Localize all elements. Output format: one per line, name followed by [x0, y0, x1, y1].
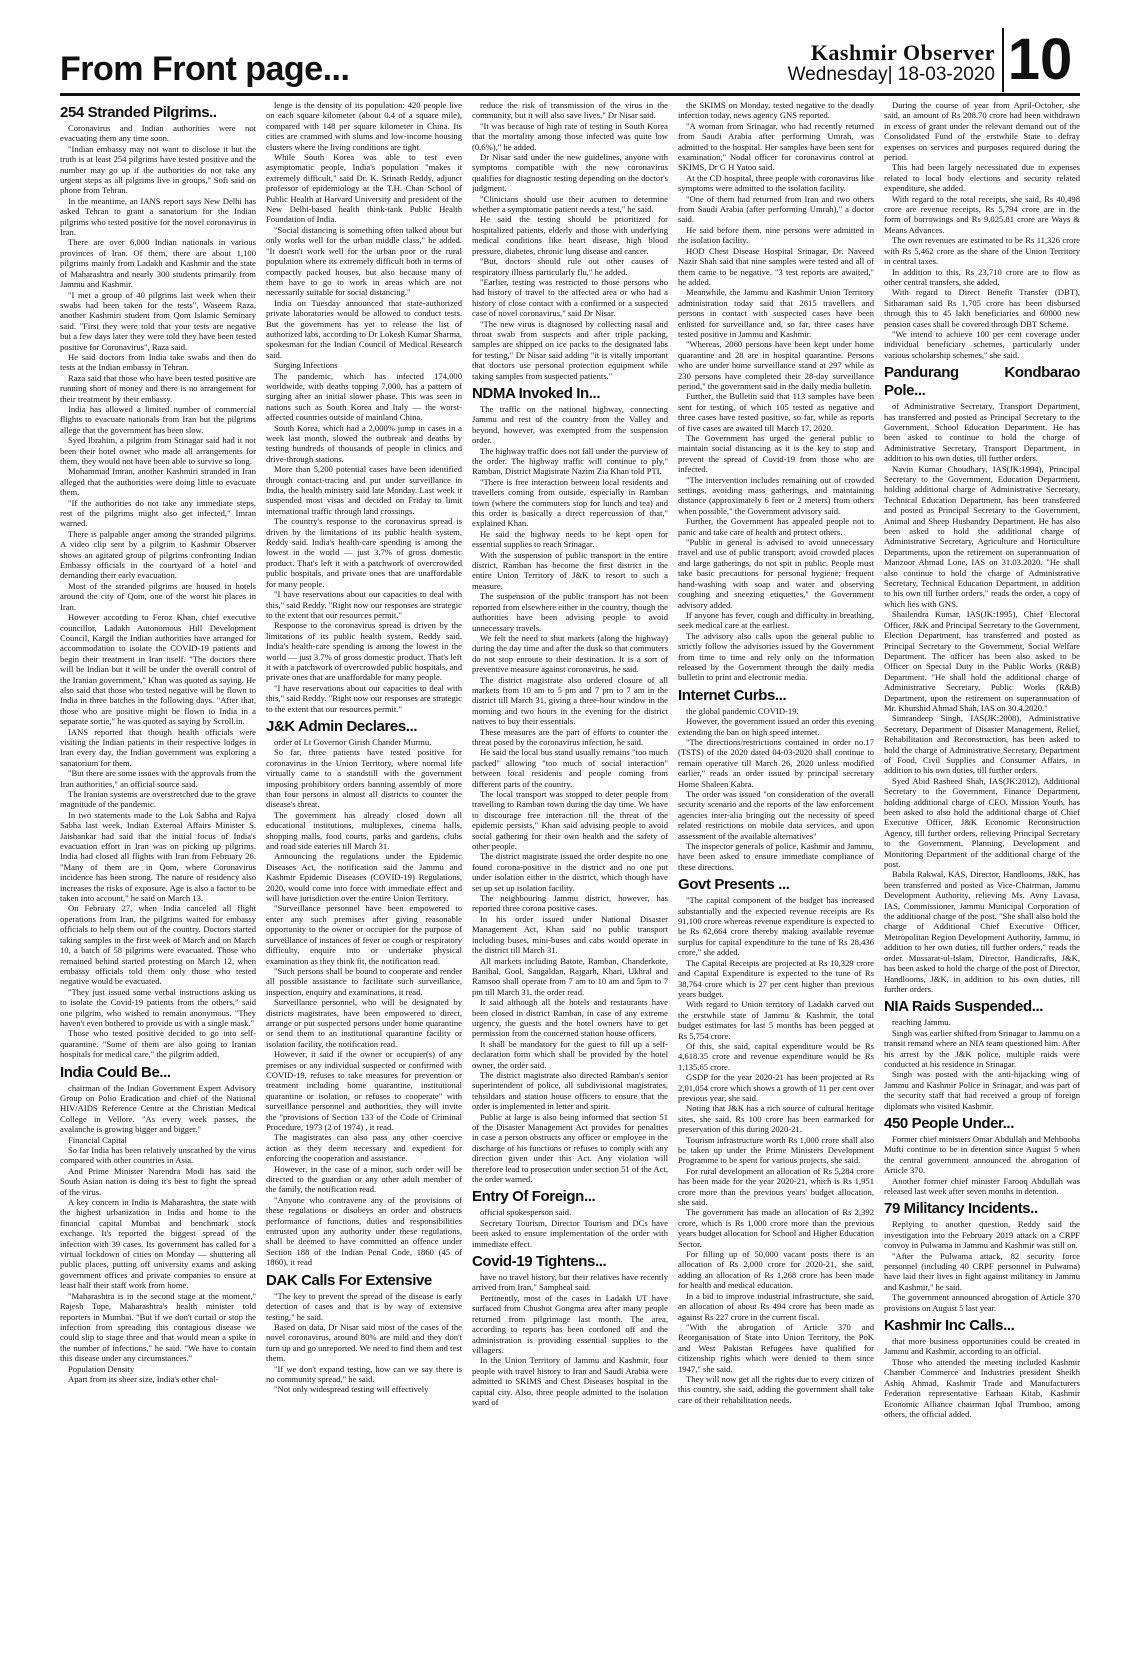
article-paragraph: reduce the risk of transmission of the virus in the community, but it will also save lives," Dr Nisar said.: [472, 100, 668, 121]
article-paragraph: He said doctors from India take swabs and then do tests at the Indian embassy in Tehran.: [60, 351, 256, 373]
article-paragraph: Former chief ministers Omar Abdullah and Mehbooba Mufti continue to be in detention since August 5 when the central government announced the abrogation of Article 370.: [884, 1133, 1080, 1176]
article-paragraph: Apart from its sheer size, India's other chal-: [68, 1373, 219, 1384]
article-paragraph: However, the government issued an order this evening extending the ban on high speed internet.: [678, 716, 874, 737]
article-paragraph: With regard to the total receipts, she said, Rs 40,498 crore are revenue receipts, Rs 5,794 crore are in the form of borrowings and Rs 9,025.81 crore are Ways & Means Advances.: [884, 193, 1080, 235]
article-paragraph: Public at large is also being informed that section 51 of the Disaster Management Act provides for penalties in case a person obstructs any officer or employee in the discharge of his functions or refuses to comply with any direction given under this Act. Any violation will therefore lead to prosecution under section 51 of the Act, the order warned.: [472, 1111, 668, 1185]
issue-date: Wednesday| 18-03-2020: [787, 64, 995, 85]
article-paragraph: have no travel history, but their relatives have recently arrived from Iran," Sampheal said.: [472, 1272, 668, 1293]
column-3: [472, 100, 668, 1670]
article-paragraph: For rural development an allocation of Rs 5,284 crore has been made for the year 2020-21, which is Rs 1,951 crore more than the previous years' budget allocation, she said.: [678, 1165, 874, 1208]
article-headline: NIA Raids Suspended...: [884, 998, 1044, 1016]
article-paragraph: reaching Jammu.: [892, 1017, 951, 1028]
masthead-brand: Kashmir Observer: [810, 40, 995, 65]
article-paragraph: order of Lt Governor Girish Chander Murmu.: [274, 736, 432, 747]
article-paragraph: However, it said if the owner or occupier(s) of any premises or any individual suspected or confirmed with COVID-19, refuses to take measures for prevention or treatment including home quarantine, institutional quarantine or isolation, or refuses to cooperate" with surveillance personnel and authorities, they will invite the "provisions of Section 133 of the Code of Criminal Procedure, 1973 (2 of 1974) , it read.: [266, 1049, 462, 1132]
article-paragraph: On February 27, when India canceled all flight operations from Iran, the pilgrims waited for embassy officials to help them out of the country. Doctors started taking samples in the first week of March and on March 10, a batch of 58 pilgrims were evacuated. Those who remained behind started protesting on March 12, when embassy officials told them only those who tested negative would be evacuated.: [60, 903, 256, 987]
article-paragraph: the SKIMS on Monday, tested negative to the deadly infection today, news agency GNS reported.: [678, 100, 874, 121]
article-paragraph: "But, doctors should rule out other causes of respiratory illness particularly flu," he added.: [472, 256, 668, 277]
article-paragraph: At the CD hospital, three people with coronavirus like symptoms were admitted to the isolation facility.: [678, 172, 874, 194]
article-paragraph: The Government has urged the general public to maintain social distancing as it is the key to stop and prevent the spread of Covid-19 from those who are infected.: [678, 433, 874, 475]
article-paragraph: Those who attended the meeting included Kashmir Chamber Commerce and Industries president Sheikh Ashiq Ahmad, Kashmir Trade and Manufacturers Federation representative Farhaan Kitab, Kashmir Economic Alliance chairman Iqbal Trumboo, among others, the official added.: [884, 1356, 1080, 1419]
article-paragraph: Response to the coronavirus spread is driven by the limitations of its public health system, Reddy said. India's health-care spending is among the lowest in the world — just 3.7% of gross domestic product. That's left it with a patchwork of overcrowded public hospitals, and private ones that are unaffordable for many people.: [266, 620, 462, 683]
article-paragraph: He said the testing should be prioritized for hospitalized patients, elderly and those with underlying medical conditions like heart disease, high blood pressure, diabetes, chronic lung disease and cancer.: [472, 214, 668, 256]
article-paragraph: the global pandemic COVID-19.: [686, 705, 799, 716]
article-paragraph: Most of the stranded pilgrims are housed in hotels around the city of Qom, one of the worst hit places in Iran.: [60, 580, 256, 612]
article-paragraph: Further, the Government has appealed people not to panic and take care of health and protect others.: [678, 516, 874, 537]
column-1: [60, 100, 256, 1670]
article-paragraph: The Capital Receipts are projected at Rs 10,329 crore and Capital Expenditure is expected to the tune of Rs 38,764 crore which is 27 per cent higher than previous years budget.: [678, 957, 874, 999]
article-paragraph: He said the highway needs to be kept open for essential supplies to reach Srinagar.: [472, 528, 668, 550]
article-paragraph: "A woman from Srinagar, who had recently returned from Saudi Arabia after performing Umrah, was admitted to the hospital. Her samples have been sent for examination," Nodal officer for coronavirus control at SKIMS, Dr G H Yatoo said.: [678, 120, 874, 173]
article-columns: [60, 100, 1080, 1670]
article-paragraph: There is palpable anger among the stranded pilgrims. A video clip sent by a pilgrim to Kashmir Observer shows an agitated group of pilgrims confronting Indian Embassy officials in the courtyard of a hotel and demanding their early evacuation.: [60, 528, 256, 581]
article-paragraph: "If the authorities do not take any immediate steps, rest of the pilgrims might also get infected," Imran warned.: [60, 497, 256, 529]
article-paragraph: "The new virus is diagnosed by collecting nasal and throat swab from suspects and after triple packing, samples are shipped on ice packs to the designated labs for testing," Dr Nisar said adding "it is vitally important that doctors use personal protection equipment while taking samples from suspected patients.": [472, 318, 668, 381]
article-paragraph: While South Korea was able to test even asymptomatic people, India's population "makes it extremely difficult," said Dr. K. Srinath Reddy, adjunct professor of epidemiology at the T.H. Chan School of Public Health at Harvard University and president of the New Delhi-based health think-tank Public Health Foundation of India.: [266, 152, 462, 225]
article-paragraph: Noting that J&K has a rich source of cultural heritage sites, she said, Rs 100 crore has been earmarked for preservation of this during 2020-21.: [678, 1103, 874, 1135]
article-paragraph: For filling up of 50,000 vacant posts there is an allocation of Rs 2,000 crore for 2020-21, she said, adding an allocation of Rs 1,268 crore has been made for health and medical education.: [678, 1249, 874, 1291]
article-paragraph: Those who tested positive decided to go into self-quarantine. "Some of them are also going to Iranian hospitals for medical care," the pilgrim added.: [60, 1028, 256, 1060]
article-paragraph: The order was issued "on consideration of the overall security scenario and the reports of the law enforcement agencies inter-alia bringing out the necessity of speed related restrictions on mobile data services, and upon assessment of the available alternatives": [678, 789, 874, 841]
article-paragraph: IANS reported that though health officials were visiting the Indian patients in their respective lodges in Iran every day, the Indian government was exploring a sanatorium for them.: [60, 726, 256, 768]
article-paragraph: The highway traffic does not fall under the purview of the order. The highway traffic will continue to ply," Ramban, District Magistrate Nazim Zia Khan told PTI.: [472, 445, 668, 477]
article-paragraph: India on Tuesday announced that state-authorized private laboratories would be allowed to conduct tests. But the government has yet to release the list of authorized labs, according to Dr Lokesh Kumar Sharma, spokesman for the Indian Council of Medical Research said.: [266, 297, 462, 360]
article-paragraph: The government has made an allocation of Rs 2,392 crore, which is Rs 1,000 crore more than the previous years budget allocation for School and Higher Education Sector.: [678, 1207, 874, 1249]
article-paragraph: Based on data, Dr Nisar said most of the cases of the novel coronavirus, around 80% are mild and they don't turn up and go unreported. We need to find them and test them.: [266, 1321, 462, 1364]
article-paragraph: Coronavirus and Indian authorities were not evacuating them any time soon.: [60, 123, 256, 144]
article-paragraph: With the suspension of public transport in the entire district, Ramban has become the first district in the entire Union Territory of J&K to resort to such a measure.: [472, 549, 668, 591]
article-paragraph: Surveillance personnel, who will be designated by districts magistrates, have been empowered to direct, arrange or put suspected persons under home quarantine or send them to an institutional quarantine facility or isolation facility, the notification read.: [266, 997, 462, 1049]
article-paragraph: Surging Infections: [274, 360, 338, 371]
article-paragraph: So far India has been relatively unscathed by the virus compared with other countries in Asia.: [60, 1145, 256, 1166]
article-paragraph: Of this, she said, capital expenditure would be Rs 4,618.35 crore and revenue expenditure would be Rs 1,135.65 crore.: [678, 1040, 874, 1072]
article-paragraph: The government has already closed down all educational institutions, multiplexes, cinema halls, shopping malls, food courts, parks and gardens, clubs and road side eateries till March 31.: [266, 809, 462, 852]
article-paragraph: The suspension of the public transport has not been reported from elsewhere either in the country, though the authorities have been advising people to avoid unnecessary travels.: [472, 591, 668, 633]
article-paragraph: The pandemic, which has infected 174,000 worldwide, with deaths topping 7,000, has a pattern of surging after an initial slower phase. This was seen in nations such as South Korea and Italy — the worst-affected countries outside of mainland China.: [266, 370, 462, 423]
article-paragraph: Raza said that those who have been tested positive are running short of money and there is no arrangement for their treatment by their embassy.: [60, 372, 256, 404]
article-paragraph: "But there are some issues with the approvals from the Iran authorities," an official source said.: [60, 768, 256, 789]
article-paragraph: "I met a group of 40 pilgrims last week when their swabs had been taken for the tests", Waseem Raza, another Kashmiri student from Qom Islamic Seminary said. "First they were told that your tests are negative but a few days later they were told they have been tested positive for Coronavirus", Raza said.: [60, 289, 256, 352]
article-paragraph: "Maharashtra is in the second stage at the moment," Rajesh Tope, Maharashtra's health minister told reporters in Mumbai. "But if we don't curtail or stop the infection from spreading this contagious disease we could slip to stage three and that would mean a spike in the number of infections," he said. "We have to contain this disease under any circumstances.": [60, 1290, 256, 1364]
article-paragraph: "The key to prevent the spread of the disease is early detection of cases and that is by way of extensive testing," he said.: [266, 1290, 462, 1322]
article-paragraph: In his order issued under National Disaster Management Act, Khan said no public transport including buses, mini-buses and cabs would operate in the district till March 31.: [472, 913, 668, 956]
article-paragraph: The country's response to the coronavirus spread is driven by the limitations of its public health system, Reddy said. India's health-care spending is among the lowest in the world — just 3.7% of gross domestic product. That's left it with a patchwork of overcrowded public hospitals, and private ones that are unaffordable for many people.: [266, 516, 462, 589]
article-paragraph: Population Density: [68, 1363, 135, 1374]
header-rule: [60, 93, 1080, 96]
article-paragraph: The district magistrate issued the order despite no one found corona-positive in the district and no one put under isolation either in the district, which though have set up set up isolation facility.: [472, 851, 668, 893]
article-paragraph: HOD Chest Disease Hospital Srinagar, Dr. Naveed Nazir Shah said that nine samples were tested and all of them came to be negative. "3 test reports are awaited," he added.: [678, 245, 874, 287]
article-paragraph: Pertinently, most of the cases in Ladakh UT have surfaced from Chushot Gongma area after many people returned from pilgrimage last month. The area, according to reports has been cordoned off and the administration is providing essential supplies to the villagers.: [472, 1292, 668, 1355]
article-paragraph: It shall be mandatory for the guest to fill up a self-declaration form which shall be provided by the hotel owner, the order said.: [472, 1038, 668, 1070]
article-paragraph: "If we don't expand testing, how can we say there is no community spread," he said.: [266, 1363, 462, 1384]
article-paragraph: In the Union Territory of Jammu and Kashmir, four people with travel history to Iran and Saudi Arabia were admitted to SKIMS and Chest Diseases hospital in the capital city. Also, three people admitted to the isolation ward of: [472, 1355, 668, 1407]
article-paragraph: The inspector generals of police, Kashmir and Jammu, have been asked to ensure immediate compliance of these directions.: [678, 841, 874, 872]
section-title: From Front page...: [60, 50, 350, 88]
article-paragraph: "Public in general is advised to avoid unnecessary travel and use of public transport; avoid crowded places and large gatherings, do not spit in public. People must take basic precautions for personal hygiene; frequent hand-washing with soap and water and observing coughing and sneezing etiquettes," the Government advisory added.: [678, 537, 874, 610]
article-paragraph: Further, the Bulletin said that 113 samples have been sent for testing, of which 105 tested as negative and three cases have tested positive, so far, while as reports of five cases are awaited till March 17, 2020.: [678, 391, 874, 433]
article-headline: Covid-19 Tightens...: [472, 1253, 607, 1271]
article-paragraph: "Anyone who contravene any of the provisions of these regulations or disobeys an order and obstructs performance of functions, duties and responsibilities entrusted upon any authority under these regulations, shall be deemed to have committed an offence under Section 188 of the Indian Penal Code, 1860 (45 of 1860), it read: [266, 1194, 462, 1268]
article-paragraph: Announcing the regulations under the Epidemic Diseases Act, the notification said the Jammu and Kashmir Epidemic Diseases (COVID-19) Regulations, 2020, would come into force with immediate effect and will have jurisdiction over the entire Union Territory.: [266, 851, 462, 904]
article-paragraph: He said the local bus stand usually remains "too much packed" allowing "too much of social interaction" between local residents and people coming from different parts of the country.: [472, 747, 668, 789]
article-headline: 79 Militancy Incidents..: [884, 1200, 1038, 1218]
article-headline: India Could Be...: [60, 1063, 171, 1081]
article-paragraph: "There is free interaction between local residents and travellers coming from outside, especially in Ramban town (where the commuters stop for lunch and tea) and this order is basically a direct repercussion of that," explained Khan.: [472, 476, 668, 529]
article-paragraph: Navin Kumar Choudhary, IAS(JK:1994), Principal Secretary to the Government, Education Department, holding additional charge of Administrative Secretary, Technical Education Department, has been transferred and posted as Principal Secretary to the Government, Animal and Sheep Husbandry Department. He has also been asked to hold the additional charge of Administrative Secretary, Agriculture and Horticulture Departments, upon the retirement on superannuation of Manzoor Ahmad Lone, IAS on 31.03.2020. "He shall also continue to hold the charge of Administrative Secretary, Technical Education Department, in addition to his own till further orders," reads the order, a copy of which lies with GNS.: [884, 463, 1080, 609]
page-number: 10: [1002, 28, 1076, 92]
article-paragraph: Another former chief minister Farooq Abdullah was released last week after seven months in detention.: [884, 1175, 1080, 1196]
article-paragraph: A key concern in India is Maharashtra, the state with the highest urbanization in India and home to the financial capital Mumbai and benchmark stock exchange. It's reported the biggest spread of the infection with 39 cases. Its government has called for a virtual lockdown of cities on Monday — shuttering all public places, putting off university exams and asking government offices and private companies to ensure at least half their staff work from home.: [60, 1197, 256, 1291]
article-paragraph: "The capital component of the budget has increased substantially and the expected revenue receipts are Rs 91,100 crore whereas revenue expenditure is expected to be Rs 62,664 crore thereby making available revenue surplus for capital expenditure to the tune of Rs 28,436 crore," she added.: [678, 895, 874, 958]
article-paragraph: However according to Feroz Khan, chief executive councillor, Ladakh Autonomous Hill Development Council, Kargil the Indian authorities have arranged for accommodation to isolate the COVID-19 patients and begin their treatment in Iran itself. "The doctors there will be Indian but it will be under the overall control of the Iranian government," Khan was quoted as saying. He also said that those who tested negative will be flown to India in three batches in the following days. "After that, those who are positive might be flown to India in a separate sortie," he was quoted as saying by Scroll.in.: [60, 612, 256, 727]
article-paragraph: "Not only widespread testing will effectively: [274, 1384, 429, 1395]
article-paragraph: GSDP for the year 2020-21 has been projected at Rs 2,01,054 crore which shows a growth of 11 per cent over previous year, she said.: [678, 1072, 874, 1103]
article-paragraph: They will now get all the rights due to every citizen of this country, she said, adding the government shall take care of their rehabilitation needs.: [678, 1373, 874, 1405]
article-paragraph: "Such persons shall be bound to cooperate and render all possible assistance to facilitate such surveillance, inspection, enquiry and examinations, it read.: [266, 965, 462, 997]
article-paragraph: The government announced abrogation of Article 370 provisions on August 5 last year.: [884, 1292, 1080, 1313]
article-paragraph: that more business opportunities could be created in Jammu and Kashmir, according to an official.: [884, 1336, 1080, 1357]
article-headline: Govt Presents ...: [678, 876, 790, 894]
article-paragraph: Syed Ibrahim, a pilgrim from Srinagar said had it not been their hotel owner who made all arrangements for them, they would not have been able to survive so long.: [60, 435, 256, 466]
column-2: [266, 100, 462, 1670]
article-paragraph: "Whereas, 2060 persons have been kept under home quarantine and 28 are in hospital quarantine. Persons who are under home surveillance stand at 297 while as 230 persons have completed their 28-day surveillance period," the government said in the daily media bulletin.: [678, 339, 874, 391]
article-paragraph: "Clinicians should use their acumen to determine whether a symptomatic patient needs a test," he said.: [472, 193, 668, 215]
article-paragraph: All markets including Batote, Ramban, Chanderkote, Banihal, Gool, Sangaldan, Rajgarh, Khari, Ukhral and Ramsoo shall operate from 7 am to 10 am and 5pm to 7 pm till March 31, the order read.: [472, 955, 668, 997]
article-paragraph: With regard to Direct Benefit Transfer (DBT), Sitharaman said Rs 1,705 crore has been disbursed through this to 45 lakh beneficiaries and 60000 new pension cases shall be covered through DBT Scheme.: [884, 287, 1080, 329]
article-paragraph: "Surveillance personnel have been empowered to enter any such premises after giving reasonable opportunity to the owner or occupier for the purpose of surveillance of instances of fever or cough or respiratory difficulty, enquire into or undertake physical examination as they think fit, the notification read.: [266, 903, 462, 966]
article-paragraph: "Earlier, testing was restricted to those persons who had history of travel to the affected area or who had a history of close contact with a confirmed or a suspected case of novel coronavirus," said Dr Nisar.: [472, 276, 668, 319]
article-paragraph: These measures are the part of efforts to counter the threat posed by the coronavirus infection, he said.: [472, 726, 668, 747]
article-paragraph: There are over 6,000 Indian nationals in various provinces of Iran. Of them, there are about 1,100 pilgrims mainly from Ladakh and Kashmir and the state of Maharashtra and nearly 300 students primarily from Jammu and Kashmir.: [60, 237, 256, 290]
article-paragraph: South Korea, which had a 2,000% jump in cases in a week last month, slowed the outbreak and deaths by testing hundreds of thousands of people in clinics and drive-through stations.: [266, 422, 462, 464]
article-paragraph: official spokesperson said.: [480, 1207, 572, 1218]
article-paragraph: chairman of the Indian Government Expert Advisory Group on Polio Eradication and chief of the National HIV/AIDS Reference Centre at the Christian Medical College in Vellore. "As every week passes, the avalanche is growing bigger and bigger.": [60, 1082, 256, 1135]
article-paragraph: Tourism infrastructure worth Rs 1,000 crore shall also be taken up under the Prime Ministers Development Programme to be spent for various projects, she said.: [678, 1134, 874, 1166]
article-paragraph: Financial Capital: [68, 1134, 127, 1145]
article-paragraph: During the course of year from April-October, she said, an amount of Rs 208.70 crore had been withdrawn in excess of grant under the relevant demand out of the Consolidated Fund of the erstwhile State to defray expenses on services and purposes required during the period.: [884, 100, 1080, 163]
article-headline: Pandurang Kondbarao Pole...: [884, 364, 1080, 400]
article-paragraph: lenge is the density of its population: 420 people live on each square kilometer (about 0.4 of a square mile), compared with 148 per square kilometer in China. Its cities are crammed with slums and low-income housing clusters where the living conditions are tight.: [266, 100, 462, 152]
article-paragraph: The advisory also calls upon the general public to strictly follow the advisories issued by the Government from time to time and rely only on the information released by the Government through the daily media bulletin to print and electronic media.: [678, 630, 874, 683]
article-paragraph: The magistrates can also pass any other coercive action as they deem necessary and expedient for enforcing the cooperation and assistance.: [266, 1132, 462, 1164]
article-paragraph: If anyone has fever, cough and difficulty in breathing, seek medical care at the earliest.: [678, 609, 874, 631]
article-headline: Kashmir Inc Calls...: [884, 1317, 1015, 1335]
article-paragraph: Shailendra Kumar, IAS(JK:1995), Chief Electoral Officer, J&K and Principal Secretary to the Government, Election Department, has transferred and posted as Principal Secretary to the Government, Social Welfare Department. The officer has been also asked to be Officer on Special Duty in the Public Works (R&B) Department. "He shall hold the additional charge of Administrative Secretary, Public Works (R&B) Department, upon the retirement on superannuation of Mr. Khurshid Ahmad Shah, IAS on 30.4.2020.": [884, 609, 1080, 713]
article-paragraph: "The directions/restrictions contained in order no.17 (TSTS) of the 2020 dated 04-03-2020 shall continue to remain operative till March 26, 2020 unless modified earlier," reads an order issued by principal secretary Home Shaleen Kabra.: [678, 736, 874, 789]
article-paragraph: The own revenues are estimated to be Rs 11,326 crore with Rs 5,462 crore as the share of the Union Territory in central taxes.: [884, 235, 1080, 267]
article-paragraph: Simrandeep Singh, IAS(JK:2008), Administrative Secretary, Department of Disaster Management, Relief, Rehabilitation and Reconstruction, has been asked to hold the charge of Administrative Secretary, Department of Food, Civil Supplies and Consumer Affairs, in addition to his own duties, till further orders.: [884, 713, 1080, 776]
article-paragraph: We felt the need to shut markets (along the highway) during the day time and after the dusk so that commuters do not stop enroute to their destination. It is a sort of preventive measure against coronavirus, he said.: [472, 632, 668, 675]
article-paragraph: More than 5,200 potential cases have been identified through contact-tracing and put under surveillance in India, the health ministry said late Monday. Last week it suspended most visas and decided on Friday to limit international traffic through land crossings.: [266, 464, 462, 516]
article-paragraph: He said before them, nine persons were admitted in the isolation facility.: [678, 224, 874, 246]
article-paragraph: Singh was posted with the anti-hijacking wing of Jammu and Kashmir Police in Srinagar, and was part of the security staff that had received a group of foreign diplomats who visited Kashmir.: [884, 1069, 1080, 1111]
article-paragraph: This had been largely necessitated due to expenses related to local body elections and security related expenditure, she added.: [884, 162, 1080, 194]
article-paragraph: Mohammad Imran, another Kashmiri stranded in Iran alleged that the authorities were doing little to evacuate them.: [60, 466, 256, 498]
article-paragraph: In the meantime, an IANS report says New Delhi has asked Tehran to grant a sanatorium for the Indian pilgrims who tested positive for the novel coronavirus in Iran.: [60, 195, 256, 238]
article-paragraph: "After the Pulwama attack, 82 security force personnel (including 40 CRPF personnel in Pulwama) have laid their lives in fight against militancy in Jammu and Kashmir," he said.: [884, 1250, 1080, 1292]
article-paragraph: The district magistrate also ordered closure of all markets from 10 am to 5 pm and 7 pm to 7 am in the district till March 31, giving a three-hour window in the morning and two hours in the evening for the district natives to buy their essentials.: [472, 674, 668, 727]
article-paragraph: of Administrative Secretary, Transport Department, has transferred and posted as Principal Secretary to the Government, School Education Department. He has been asked to continue to hold the charge of Administrative Secretary, Transport Department, in addition to his own duties, till further orders.: [884, 401, 1080, 464]
article-paragraph: "One of them had returned from Iran and two others from Saudi Arabia (after performing Umrah)," a doctor said.: [678, 193, 874, 225]
article-paragraph: India has allowed a limited number of commercial flights to evacuate nationals from Iran but the pilgrims allege that the government has been slow.: [60, 403, 256, 435]
article-paragraph: The local transport was stopped to deter people from travelling to Ramban town during the day time. We have to discourage free interaction till the threat of the epidemic persists," Khan said advising people to avoid social gathering for their own health and the safety of other people.: [472, 789, 668, 852]
article-paragraph: The neighbouring Jammu district, however, has reported three corona positive cases.: [472, 893, 668, 914]
article-paragraph: "I have reservations about our capacities to deal with this," said Reddy. "Right now our responses are strategic to the extent that our resources permit.": [266, 682, 462, 714]
article-headline: Internet Curbs...: [678, 686, 787, 704]
article-headline: Entry Of Foreign...: [472, 1188, 596, 1206]
article-headline: DAK Calls For Extensive: [266, 1271, 432, 1289]
article-paragraph: "They just issued some verbal instructions asking us to isolate the Covid-19 patients from the others," said one pilgrim, who wished to remain anonymous. "They haven't even bothered to provide us with a single mask.": [60, 986, 256, 1028]
article-paragraph: "With the abrogation of Article 370 and Reorganisation of State into Union Territory, the PoK and West Pakistan Refugees have qualified for citizenship rights which were denied to them since 1947," she said.: [678, 1321, 874, 1374]
article-paragraph: So far, three patients have tested positive for coronavirus in the Union Territory, where normal life virtually came to a standstill with the government imposing prohibitory orders banning assembly of more than four persons in almost all districts to counter the disease's threat.: [266, 747, 462, 810]
article-paragraph: Meanwhile, the Jammu and Kashmir Union Territory administration today said that 2615 travellers and persons in contact with suspected cases have been enlisted for surveillance and, so far, three cases have tested positive in Jammu and Kashmir.: [678, 287, 874, 339]
article-paragraph: The Iranian systems are overstretched due to the grave magnitude of the pandemic.: [60, 789, 256, 810]
article-paragraph: "It was because of high rate of testing in South Korea that the mortality among those infected was quite low (0.6%)," he added.: [472, 120, 668, 152]
article-paragraph: However, in the case of a minor, such order will be directed to the guardian or any other adult member of the family, the notification read.: [266, 1163, 462, 1195]
article-paragraph: Dr Nisar said under the new guidelines, anyone with symptoms compatible with the new coronavirus qualifies for diagnostic testing depending on the doctor's judgment.: [472, 152, 668, 194]
article-paragraph: Singh was earlier shifted from Srinagar to Jammu on a transit remand where an NIA team questioned him. After his arrest by the J&K police, multiple raids were conducted at his residence in Srinagar.: [884, 1027, 1080, 1069]
article-paragraph: And Prime Minister Narendra Modi has said the South Asian nation is doing it's best to fight the spread of the virus.: [60, 1165, 256, 1197]
article-headline: 450 People Under...: [884, 1114, 1014, 1132]
article-paragraph: In addition to this, Rs 23,710 crore are to flow as other central transfers, she added.: [884, 266, 1080, 287]
article-paragraph: It said although all the hotels and restaurants have been closed in district Ramban, in case of any extreme urgency, the guests and the hotel owners have to get permission from the concerned station house officers.: [472, 997, 668, 1039]
article-paragraph: Secretary Tourism, Director Tourism and DCs have been asked to ensure implementation of the order with immediate effect.: [472, 1217, 668, 1249]
article-paragraph: Syed Abid Rasheed Shah, IAS(JK:2012), Additional Secretary to the Government, Finance Department, holding additional charge of CEO, Mission Youth, has been asked to also hold the additional charge of Chief Executive Officer, J&K Economic Reconstruction Agency, till further orders, relieving Principal Secretary to the Government, Planning, Development and Monitoring Department of the additional charge of the post.: [884, 775, 1080, 870]
article-headline: NDMA Invoked In...: [472, 384, 601, 402]
article-paragraph: Replying to another question, Reddy said the investigation into the February 2019 attack on a CRPF convoy in Pulwama in Jammu and Kashmir was still on.: [884, 1219, 1080, 1251]
article-headline: 254 Stranded Pilgrims..: [60, 104, 217, 121]
article-paragraph: "The intervention includes remaining out of crowded settings, avoiding mass gatherings, and maintaining distance (approximately 6 feet or 2 meters) from others when possible," the Government advisory said.: [678, 474, 874, 516]
article-paragraph: "Social distancing is something often talked about but only works well for the urban middle class," he added. "It doesn't work well for the urban poor or the rural population where its extremely difficult both in terms of compactly packed houses, but also because many of them have to go to work in areas which are not necessarily suitable for social distancing.": [266, 224, 462, 298]
article-paragraph: The traffic on the national highway, connecting Jammu and rest of the country from the Valley and beyond, however, was exempted from the suspension order.: [472, 403, 668, 446]
article-headline: J&K Admin Declares...: [266, 717, 418, 735]
article-paragraph: The district magistrate also directed Ramban's senior superintendent of police, all subdivisional magistrates, tehsildars and station house officers to ensure that the order is implemented in letter and spirit.: [472, 1069, 668, 1112]
article-paragraph: "We intend to achieve 100 per cent coverage under individual beneficiary schemes, particularly under various scholarship schemes," she said.: [884, 328, 1080, 360]
article-paragraph: "I have reservations about our capacities to deal with this," said Reddy. "Right now our responses are strategic to the extent that our resources permit.": [266, 589, 462, 620]
article-paragraph: "Indian embassy may not want to disclose it but the truth is at least 254 pilgrims have tested positive and the number may go up if the authorities do not take any urgent steps as all pilgrims live in groups," Sofi said on phone from Tehran.: [60, 143, 256, 196]
article-paragraph: In a bid to improve industrial infrastructure, she said, an allocation of about Rs 494 crore has been made as against Rs 227 crore in the current fiscal.: [678, 1290, 874, 1322]
article-paragraph: In two statements made to the Lok Sabha and Rajya Sabha last week, Indian External Affairs Minister S. Jaishankar had said that the initial focus of India's evacuation effort in Iran was on picking up pilgrims. India had closed all flights with Iran from February 26. "Many of them are in Qom, where Coronavirus incidence has been strong. The nature of residency also increases the risks of exposure. Age is also a factor to be taken into account," he said on March 13.: [60, 809, 256, 904]
article-paragraph: Babila Rakwal, KAS, Director, Handlooms, J&K, has been transferred and posted as Vice-Chairman, Jammu Development Authority, relieving Ms. Avny Lavasa, IAS, Commissioner, Jammu Municipal Corporation of the additional charge of the post. "She shall also hold the charge of Additional Chief Executive Officer, Metropolitan Region Development Authority, Jammu, in addition to her own duties, till further orders," reads the order. Mussarat-ul-Islam, Director, Handicrafts, J&K, has been asked to hold the charge of the post of Director, Handlooms, J&K, in addition to his own duties, till further orders.: [884, 869, 1080, 994]
article-paragraph: With regard to Union territory of Ladakh carved out the erstwhile state of Jammu & Kashmir, the total budget estimates for last 5 months has been pegged at Rs 5,754 crore.: [678, 999, 874, 1041]
column-4: [678, 100, 874, 1670]
column-5: [884, 100, 1080, 1670]
